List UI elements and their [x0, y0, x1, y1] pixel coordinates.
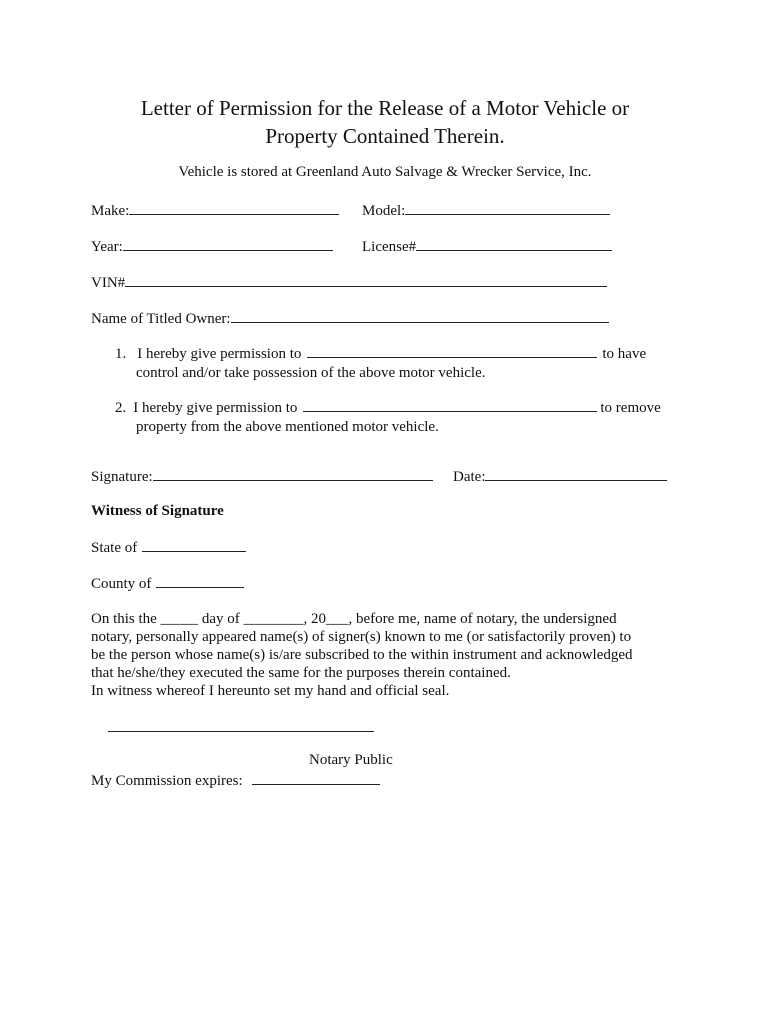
item-number: 2. — [115, 400, 127, 416]
title-line-2: Property Contained Therein. — [265, 124, 505, 148]
storage-location: Vehicle is stored at Greenland Auto Salvage & Wrecker Service, Inc. — [178, 164, 592, 180]
date-label: Date: — [453, 469, 486, 485]
notary-line: that he/she/they executed the same for the purposes therein contained. — [91, 665, 511, 681]
make-blank[interactable] — [129, 201, 339, 215]
notary-signature-line[interactable] — [108, 731, 374, 732]
item-tail: to remove — [600, 400, 661, 416]
commission-label: My Commission expires: — [91, 773, 243, 789]
make-field — [91, 201, 339, 220]
notary-line: notary, personally appeared name(s) of signer(s) known to me (or satisfactorily proven) to — [91, 629, 632, 645]
model-label: Model: — [362, 203, 406, 219]
date-blank[interactable] — [485, 467, 667, 481]
owner-blank[interactable] — [231, 309, 609, 323]
year-field — [91, 237, 333, 256]
item-line-2: control and/or take possession of the above motor vehicle. — [136, 365, 486, 381]
notary-line: On this the _____ day of ________, 20___, before me, name of notary, the undersigned — [91, 611, 617, 627]
model-blank[interactable] — [405, 201, 610, 215]
document-title — [60, 94, 710, 150]
license-label: License# — [362, 239, 417, 255]
permission-item-2 — [115, 398, 661, 437]
vin-label: VIN# — [91, 275, 126, 291]
item-lead: I hereby give permission to — [137, 346, 302, 362]
item-tail: to have — [602, 346, 647, 362]
vin-blank[interactable] — [125, 273, 607, 287]
year-label: Year: — [91, 239, 123, 255]
state-blank[interactable] — [142, 538, 246, 552]
state-label: State of — [91, 540, 138, 556]
permission-item-1 — [115, 344, 646, 383]
notary-line: be the person whose name(s) is/are subscribed to the within instrument and acknowledged — [91, 647, 633, 663]
notary-public-label: Notary Public — [309, 752, 393, 768]
county-field — [91, 574, 244, 593]
permission-2-blank[interactable] — [303, 398, 597, 412]
date-field — [453, 467, 667, 486]
title-line-1: Letter of Permission for the Release of a Motor Vehicle or — [140, 96, 630, 120]
signature-label: Signature: — [91, 469, 153, 485]
license-field — [362, 237, 612, 256]
year-blank[interactable] — [123, 237, 333, 251]
license-blank[interactable] — [416, 237, 612, 251]
county-label: County of — [91, 576, 152, 592]
item-line-2: property from the above mentioned motor vehicle. — [136, 419, 439, 435]
county-blank[interactable] — [156, 574, 244, 588]
owner-field — [91, 309, 609, 328]
notary-paragraph — [91, 610, 711, 700]
vin-field — [91, 273, 607, 292]
make-label: Make: — [91, 203, 130, 219]
witness-heading: Witness of Signature — [91, 503, 224, 519]
owner-label: Name of Titled Owner: — [91, 311, 231, 327]
item-number: 1. — [115, 346, 127, 362]
item-lead: I hereby give permission to — [133, 400, 298, 416]
permission-1-blank[interactable] — [307, 344, 597, 358]
signature-field — [91, 467, 433, 486]
model-field — [362, 201, 610, 220]
signature-blank[interactable] — [153, 467, 433, 481]
commission-field — [91, 771, 380, 790]
state-field — [91, 538, 246, 557]
commission-blank[interactable] — [252, 771, 380, 785]
notary-line: In witness whereof I hereunto set my hand and official seal. — [91, 683, 450, 699]
